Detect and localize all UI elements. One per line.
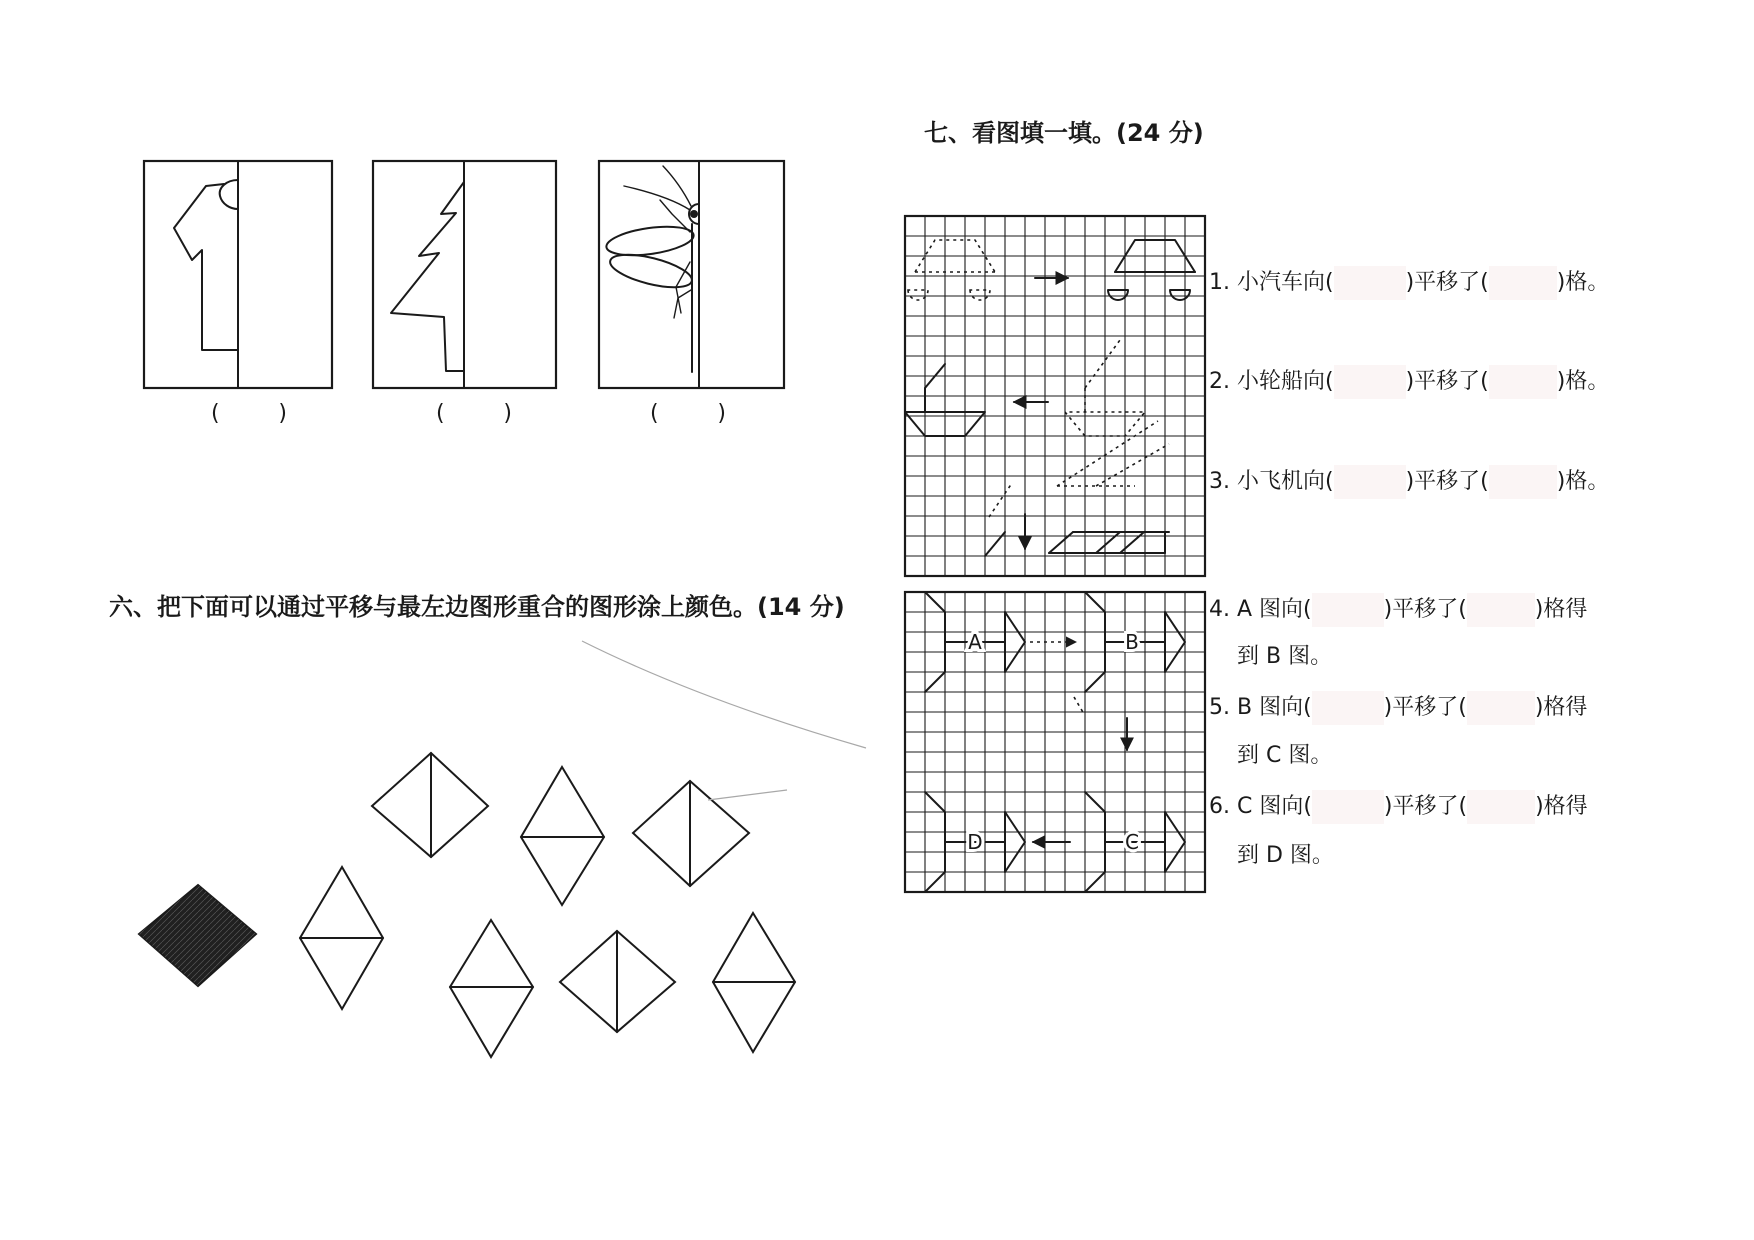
- distance-answer-blank[interactable]: [1467, 790, 1535, 824]
- scan-scratch-marks: [582, 641, 866, 800]
- section-7-title: 七、看图填一填。(24 分): [924, 119, 1204, 147]
- diamond-option-6[interactable]: [560, 931, 675, 1032]
- car-dashed-original: [908, 240, 995, 300]
- mirror-card-shirt: [144, 161, 332, 388]
- question-lead: 1. 小汽车向(: [1209, 270, 1334, 295]
- question-1: [1209, 266, 1609, 300]
- mirror-answer-2[interactable]: [436, 400, 512, 428]
- label-a: A: [968, 630, 982, 654]
- question-lead: 3. 小飞机向(: [1209, 469, 1334, 494]
- question-mid: )平移了(: [1383, 695, 1467, 720]
- question-mid: )平移了(: [1405, 369, 1489, 394]
- question-lead: 6. C 图向(: [1209, 794, 1312, 819]
- question-tail: )格得: [1535, 794, 1588, 819]
- question-tail: )格得: [1534, 695, 1588, 720]
- distance-answer-blank[interactable]: [1467, 593, 1535, 627]
- direction-answer-blank[interactable]: [1312, 593, 1384, 627]
- direction-answer-blank[interactable]: [1312, 790, 1384, 824]
- grid-2: [905, 592, 1205, 892]
- car-icon: [1108, 240, 1195, 300]
- question-tail: )格。: [1556, 469, 1610, 494]
- question-6: [1209, 790, 1588, 824]
- question-mid: )平移了(: [1383, 597, 1467, 622]
- distance-answer-blank[interactable]: [1489, 365, 1557, 399]
- diamond-option-2[interactable]: [521, 767, 604, 905]
- airplane-dashed-original: [989, 421, 1169, 517]
- diamond-option-5[interactable]: [450, 920, 533, 1057]
- question-2: [1209, 365, 1609, 399]
- label-c: C: [1125, 830, 1139, 854]
- grid-border: [905, 592, 1205, 892]
- direction-answer-blank[interactable]: [1334, 266, 1406, 300]
- label-d: D: [967, 830, 983, 854]
- question-lead: 4. A 图向(: [1209, 597, 1312, 622]
- question-mid: )平移了(: [1405, 469, 1489, 494]
- diamond-option-4[interactable]: [300, 867, 383, 1009]
- question-3: [1209, 465, 1609, 499]
- mirror-card-dragonfly: [599, 161, 784, 388]
- mirror-card-tree: [373, 161, 556, 388]
- question-5-line-2: 到 C 图。: [1237, 743, 1333, 768]
- question-mid: )平移了(: [1383, 794, 1468, 819]
- grid-1: [905, 216, 1205, 576]
- paren-open: (: [211, 401, 220, 426]
- half-dragonfly-icon: [605, 166, 699, 372]
- paren-close: ): [717, 401, 726, 426]
- question-lead: 5. B 图向(: [1209, 695, 1312, 720]
- direction-answer-blank[interactable]: [1334, 465, 1406, 499]
- direction-answer-blank[interactable]: [1312, 691, 1384, 725]
- question-4-line-2: 到 B 图。: [1237, 644, 1333, 669]
- mirror-answer-1[interactable]: [211, 400, 287, 428]
- half-shirt-icon: [174, 180, 238, 350]
- distance-answer-blank[interactable]: [1489, 465, 1557, 499]
- question-4: [1209, 593, 1587, 627]
- distance-answer-blank[interactable]: [1489, 266, 1557, 300]
- question-6-line-2: 到 D 图。: [1237, 843, 1334, 868]
- paren-close: ): [503, 401, 512, 426]
- paren-open: (: [650, 401, 659, 426]
- half-tree-icon: [391, 182, 464, 371]
- diamond-option-7[interactable]: [713, 913, 795, 1052]
- paren-close: ): [278, 401, 287, 426]
- question-mid: )平移了(: [1405, 270, 1489, 295]
- distance-answer-blank[interactable]: [1467, 691, 1535, 725]
- question-tail: )格得: [1534, 597, 1588, 622]
- mirror-answer-3[interactable]: [650, 400, 726, 428]
- direction-answer-blank[interactable]: [1334, 365, 1406, 399]
- diamond-option-1[interactable]: [372, 753, 488, 857]
- label-b: B: [1125, 630, 1139, 654]
- diamond-reference-shaded: [139, 885, 256, 986]
- question-tail: )格。: [1556, 369, 1610, 394]
- question-5: [1209, 691, 1587, 725]
- question-lead: 2. 小轮船向(: [1209, 369, 1334, 394]
- section-6-title: 六、把下面可以通过平移与最左边图形重合的图形涂上颜色。(14 分): [109, 593, 845, 621]
- paren-open: (: [436, 401, 445, 426]
- question-tail: )格。: [1556, 270, 1610, 295]
